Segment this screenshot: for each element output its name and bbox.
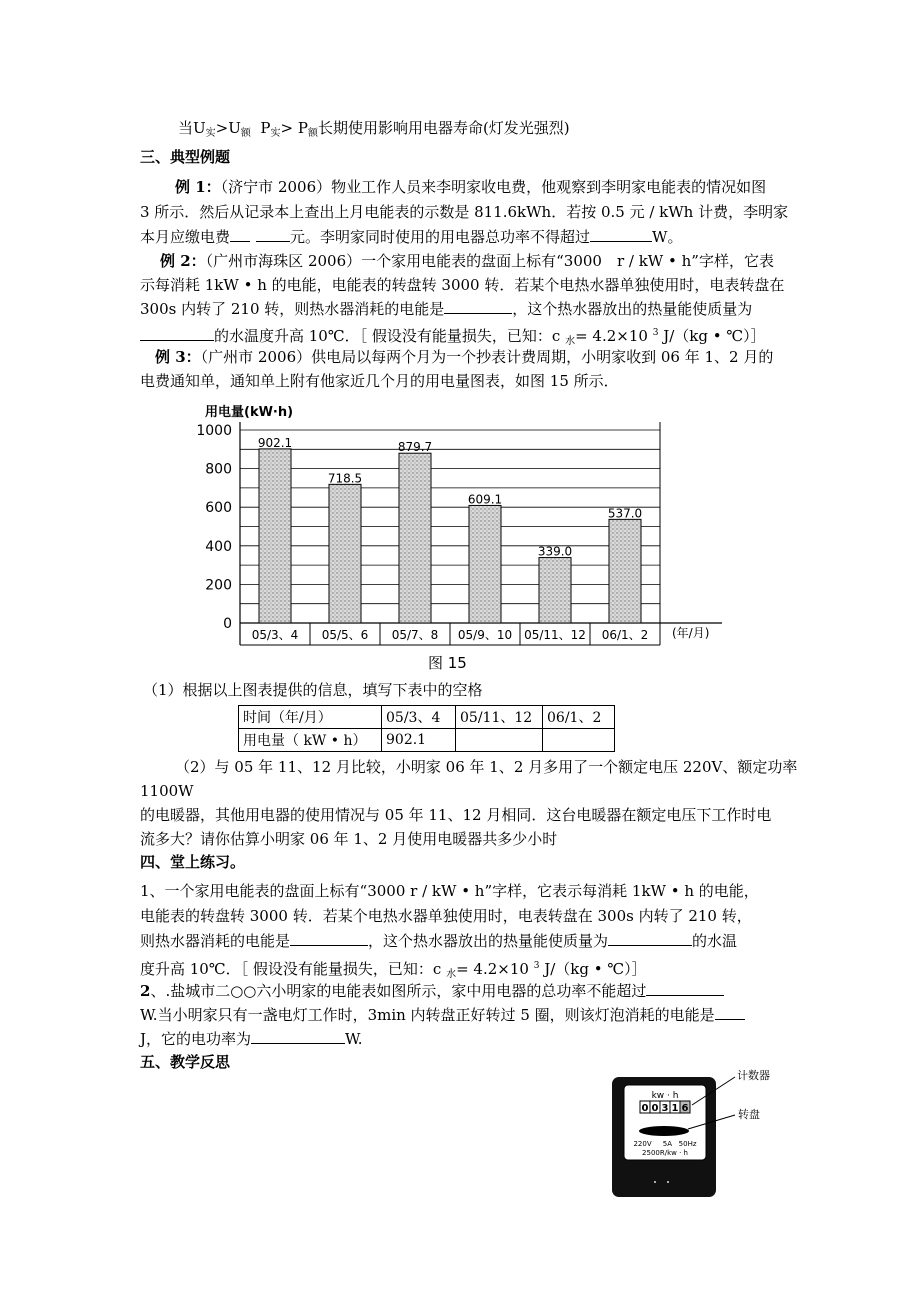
bar — [399, 453, 431, 623]
example1-line1 — [175, 178, 766, 196]
example3-line2: 电费通知单，通知单上附有他家近几个月的用电量图表，如图 15 所示． — [140, 372, 619, 390]
practice2-line1 — [140, 982, 724, 1000]
intro-line — [178, 119, 570, 143]
y-tick-label: 0 — [223, 616, 232, 632]
intro-text: > P — [280, 119, 308, 137]
answer-blank — [256, 228, 290, 242]
counter-digit: 0 — [651, 1103, 659, 1114]
table-cell: 06/1、2 — [543, 706, 615, 729]
bar — [329, 484, 361, 623]
counter-label: 计数器 — [737, 1069, 770, 1082]
section4-heading: 四、堂上练习。 — [140, 853, 246, 871]
counter-digit: 6 — [681, 1103, 689, 1114]
y-tick-label: 1000 — [196, 423, 232, 439]
practice1-line4 — [140, 957, 647, 984]
example1-text: 元。李明家同时使用的用电器总功率不得超过 — [290, 228, 591, 246]
practice1-text: = 4.2×10 — [456, 960, 534, 978]
table-cell — [543, 729, 615, 752]
bar — [259, 449, 291, 623]
table-row — [239, 706, 615, 729]
y-tick-label: 200 — [205, 577, 232, 594]
intro-text: P — [250, 119, 271, 137]
example1-line3 — [140, 228, 682, 246]
question2-line3: 的电暖器，其他用电器的使用情况与 05 年 11、12 月相同．这台电暖器在额定电压下工作时电 — [140, 806, 772, 824]
meter-disc — [639, 1126, 689, 1136]
example1-line2: 3 所示．然后从记录本上查出上月电能表的示数是 811.6kWh．若按 0.5 元 / kWh 计费，李明家 — [140, 203, 789, 221]
example2-text: （广州市海珠区 2006）一个家用电能表的盘面上标有“3000 r / kW • h”字样，它表 — [205, 252, 774, 270]
practice2-text: 、.盐城市二○○六小明家的电能表如图所示，家中用电器的总功率不能超过 — [150, 982, 647, 1000]
bar-value-label: 902.1 — [257, 435, 293, 450]
answer-blank — [251, 1030, 345, 1044]
intro-text: 当U — [178, 119, 206, 137]
example2-superscript: 3 — [652, 328, 659, 338]
intro-subscript: 额 — [307, 128, 318, 139]
table-cell: 902.1 — [382, 729, 456, 752]
answer-blank — [608, 932, 692, 946]
intro-text: >U — [215, 119, 241, 137]
example2-text: J/（kg • ℃）］ — [658, 327, 766, 345]
example2-line1 — [160, 252, 774, 270]
table-cell: 05/3、4 — [382, 706, 456, 729]
question2-line1: （2）与 05 年 11、12 月比较，小明家 06 年 1、2 月多用了一个额定电压 220V、额定功率 — [175, 758, 798, 776]
x-tick-label: 05/7、8 — [391, 628, 439, 642]
practice1-subscript: 水 — [446, 969, 457, 980]
x-tick-label: 06/1、2 — [601, 628, 649, 642]
x-tick-label: 05/11、12 — [524, 628, 586, 642]
bar-value-label: 718.5 — [327, 471, 363, 486]
practice1-text: 则热水器消耗的电能是 — [140, 932, 291, 950]
answer-blank — [444, 300, 512, 314]
practice1-text: ，这个热水器放出的热量能使质量为 — [368, 932, 609, 950]
usage-table — [238, 705, 615, 752]
counter-digit: 3 — [661, 1103, 669, 1114]
x-tick-label: 05/3、4 — [251, 628, 299, 642]
y-tick-label: 400 — [205, 538, 232, 555]
practice2-text: W.当小明家只有一盏电灯工作时，3min 内转盘正好转过 5 圈，则该灯泡消耗的电能是 — [140, 1006, 715, 1024]
meter-unit-label: kw · h — [651, 1091, 679, 1101]
example1-text: （济宁市 2006）物业工作人员来李明家收电费，他观察到李明家电能表的情况如图 — [220, 178, 767, 196]
bar-value-label: 537.0 — [607, 506, 643, 521]
question1-text: （1）根据以上图表提供的信息，填写下表中的空格 — [143, 681, 483, 699]
x-axis-unit-label: (年/月) — [672, 626, 710, 640]
meter-screw — [667, 1181, 669, 1183]
example3-text: （广州市 2006）供电局以每两个月为一个抄表计费周期，小明家收到 06 年 1、2 月的 — [200, 348, 774, 366]
answer-blank — [230, 228, 250, 242]
example3-label: 例 3： — [155, 348, 201, 366]
practice2-label: 2 — [140, 982, 151, 1000]
practice2-line2 — [140, 1006, 745, 1024]
practice1-line3 — [140, 932, 737, 950]
intro-subscript: 实 — [205, 128, 216, 139]
bar-value-label: 879.7 — [397, 440, 433, 455]
example1-label: 例 1： — [175, 178, 221, 196]
bar-value-label: 339.0 — [537, 544, 573, 559]
practice1-line1: 1、一个家用电能表的盘面上标有“3000 r / kW • h”字样，它表示每消耗 1kW • h 的电能， — [140, 882, 759, 900]
table-row — [239, 729, 615, 752]
example2-line4 — [140, 324, 766, 351]
figure-caption: 图 15 — [428, 654, 467, 672]
example2-label: 例 2： — [160, 252, 206, 270]
example2-line3 — [140, 300, 752, 318]
chart-y-axis-label: 用电量(kW·h) — [205, 405, 294, 420]
answer-blank — [646, 982, 724, 996]
answer-blank — [290, 932, 368, 946]
example2-line2: 示每消耗 1kW • h 的电能，电能表的转盘转 3000 转．若某个电热水器单独使用时，电表转盘在 — [140, 276, 785, 294]
answer-blank — [140, 327, 214, 341]
example1-text: W。 — [652, 228, 683, 246]
meter-rating: 220V 5A 50Hz — [633, 1140, 697, 1148]
section3-heading: 三、典型例题 — [140, 148, 231, 166]
example2-subscript: 水 — [565, 336, 576, 347]
bar-value-label: 609.1 — [467, 492, 503, 507]
practice2-text: J，它的电功率为 — [140, 1030, 252, 1048]
intro-subscript: 实 — [270, 128, 281, 139]
counter-digit: 0 — [641, 1103, 649, 1114]
practice1-text: 度升高 10℃．［ 假设没有能量损失，已知：c — [140, 960, 447, 978]
example1-text: 本月应缴电费 — [140, 228, 231, 246]
bar — [609, 519, 641, 623]
practice1-superscript: 3 — [533, 961, 540, 971]
y-tick-label: 600 — [205, 500, 232, 517]
intro-text: 长期使用影响用电器寿命(灯发光强烈) — [317, 119, 570, 137]
practice1-text: J/（kg • ℃）］ — [539, 960, 647, 978]
example3-line1 — [155, 348, 773, 366]
question2-line2: 1100W — [140, 782, 194, 800]
example2-text: = 4.2×10 — [575, 327, 653, 345]
example2-text: 300s 内转了 210 转，则热水器消耗的电能是 — [140, 300, 445, 318]
table-cell — [456, 729, 543, 752]
electricity-usage-bar-chart — [196, 400, 730, 650]
practice2-line3 — [140, 1030, 363, 1048]
question2-line4: 流多大？请你估算小明家 06 年 1、2 月使用电暖器共多少小时 — [140, 830, 558, 848]
x-tick-label: 05/9、10 — [457, 628, 513, 642]
table-cell: 用电量（ kW • h） — [239, 729, 382, 752]
example2-text: 的水温度升高 10℃．［ 假设没有能量损失，已知：c — [214, 327, 566, 345]
answer-blank — [715, 1006, 745, 1020]
x-tick-label: 05/5、6 — [321, 628, 369, 642]
y-tick-label: 800 — [205, 461, 232, 478]
electric-meter-illustration — [600, 1065, 790, 1205]
intro-subscript: 额 — [240, 128, 251, 139]
example2-text: ，这个热水器放出的热量能使质量为 — [512, 300, 753, 318]
meter-counter — [640, 1101, 690, 1114]
meter-constant: 2500R/kw · h — [642, 1149, 688, 1157]
meter-screw — [654, 1181, 656, 1183]
practice1-line2: 电能表的转盘转 3000 转．若某个电热水器单独使用时，电表转盘在 300s 内转了 210 转， — [140, 907, 752, 925]
table-cell: 时间（年/月） — [239, 706, 382, 729]
bar — [469, 505, 501, 623]
section5-heading: 五、教学反思 — [140, 1053, 231, 1071]
bar — [539, 558, 571, 623]
counter-digit: 1 — [671, 1103, 679, 1114]
answer-blank — [590, 228, 652, 242]
disc-label: 转盘 — [738, 1108, 760, 1121]
table-cell: 05/11、12 — [456, 706, 543, 729]
practice2-text: W. — [345, 1030, 363, 1048]
practice1-text: 的水温 — [692, 932, 738, 950]
